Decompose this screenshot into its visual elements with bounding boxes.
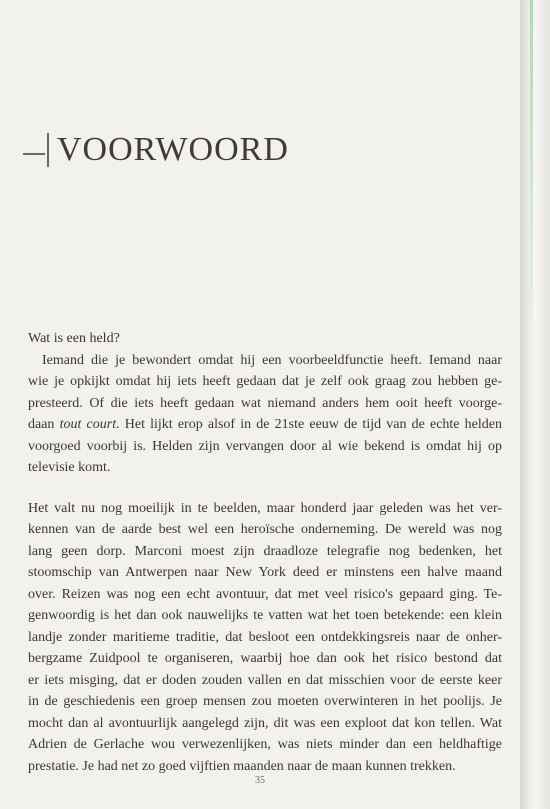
- text-line: Het valt nu nog moeilijk in te beelden, maar honderd jaar geleden was het ver-: [28, 500, 502, 516]
- page-edge: [530, 0, 533, 809]
- text-line: bergzame Zuidpool te organiseren, waarbij hoe dan ook het risico bestond dat: [28, 651, 502, 666]
- text-line: Wat is een held?: [28, 331, 120, 346]
- text-line: voorgoed voorbij is. Helden zijn vervangen door al wie bekend is omdat hij op: [28, 438, 502, 454]
- chapter-dash-ornament: [23, 153, 45, 155]
- chapter-heading: [23, 130, 289, 170]
- text-line: televisie komt.: [28, 460, 111, 475]
- paragraph-gap: [28, 479, 502, 498]
- body-text: [28, 328, 502, 777]
- text-line: prestatie. Je had net zo goed vijftien maanden naar de maan kunnen trekken.: [28, 758, 456, 774]
- text-line: wie je opkijkt omdat hij iets heeft gedaan dat je zelf ook graag zou hebben ge-: [28, 374, 502, 389]
- page-number: 35: [255, 775, 265, 786]
- text-line: landje zonder maritieme traditie, dat besloot een ontdekkingsreis naar de onher-: [28, 629, 502, 645]
- text-line: stoomschip van Antwerpen naar New York deed er minstens een halve maand: [28, 565, 502, 580]
- text-line: in de geschiedenis een groep mensen zou moeten overwinteren in het poolijs. Je: [28, 694, 502, 709]
- text-line: Adrien de Gerlache wou verwezenlijken, was niets minder dan een heldhaftige: [28, 737, 502, 752]
- paragraph: [28, 350, 502, 479]
- text-line: over. Reizen was nog een echt avontuur, dat met veel risico's gepaard ging. Te-: [28, 586, 502, 602]
- paragraph: [28, 498, 502, 778]
- text-line: kennen van de aarde best wel een heroïsche onderneming. De wereld was nog: [28, 522, 502, 537]
- chapter-bar-ornament: [47, 133, 49, 167]
- text-line: mocht dan al avontuurlijk aangelegd zijn, dit was een exploot dat kon tellen. Wat: [28, 715, 502, 731]
- book-gutter: [520, 0, 550, 809]
- text-line: presteerd. Of die iets heeft gedaan wat niemand anders hem ooit heeft voorge-: [28, 395, 502, 411]
- text-line: er iets misging, dat er doden zouden vallen en dat misschien voor de eerste keer: [28, 672, 502, 688]
- paragraph: [28, 328, 502, 350]
- text-line: Iemand die je bewondert omdat hij een voorbeeldfunctie heeft. Iemand naar: [42, 352, 502, 368]
- text-line: daan tout court. Het lijkt erop alsof in de 21ste eeuw de tijd van de echte helden: [28, 417, 502, 432]
- chapter-title: VOORWOORD: [57, 131, 289, 168]
- text-line: lang geen dorp. Marconi moest zijn draadloze telegrafie nog bedenken, het: [28, 543, 502, 559]
- text-line: genwoordig is het dan ook nauwelijks te vatten wat het toen betekende: een klein: [28, 608, 502, 623]
